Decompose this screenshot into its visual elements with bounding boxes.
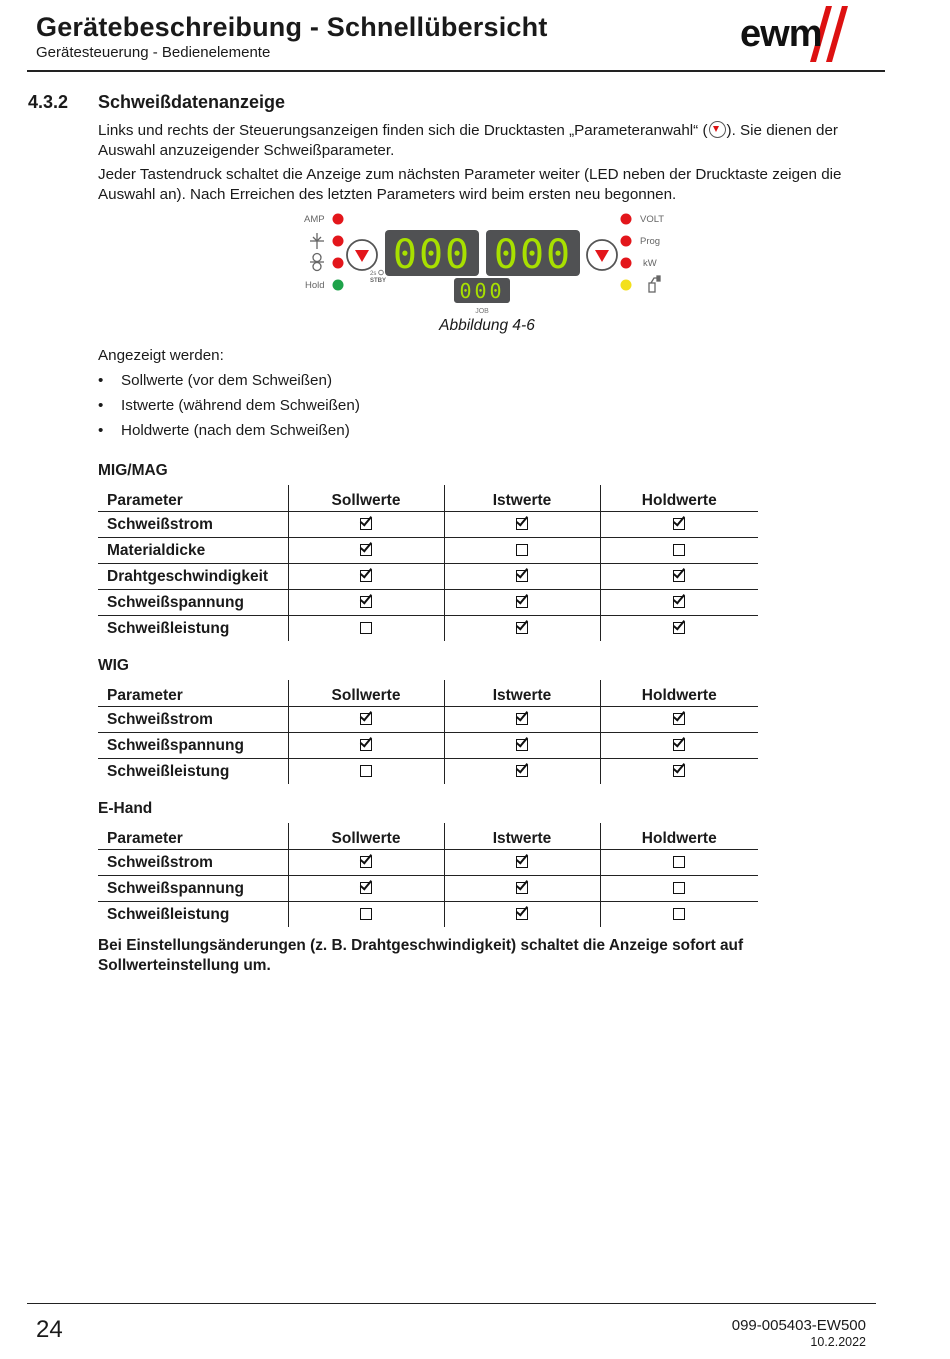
parameter-name: Materialdicke [98,538,288,564]
checkbox-cell [444,733,600,759]
parameter-name: Schweißspannung [98,590,288,616]
checkbox-cell [600,850,758,876]
table-row [98,512,758,538]
list-item: • Holdwerte (nach dem Schweißen) [98,422,350,439]
paragraph-intro-part1: Links und rechts der Steuerungsanzeigen finden sich die Drucktasten „Parameteranwahl“ ( [98,122,708,139]
column-header: Parameter [98,823,288,850]
figure-caption: Abbildung 4-6 [439,317,535,334]
right-display-value: 000 [493,232,573,278]
control-panel-figure [300,208,680,318]
parameter-name: Schweißspannung [98,876,288,902]
bullet-icon: • [98,397,104,414]
checkbox-cell [444,564,600,590]
parameter-table-e-hand [98,823,758,927]
checked-box-icon [673,765,685,777]
parameter-name: Schweißstrom [107,853,213,871]
checked-box-icon [360,713,372,725]
checked-box-icon [360,596,372,608]
list-item: • Istwerte (während dem Schweißen) [98,397,360,414]
torch-led [621,280,632,291]
parameter-name: Schweißspannung [98,733,288,759]
checked-box-icon [516,713,528,725]
parameter-name: Drahtgeschwindigkeit [98,564,288,590]
column-header: Holdwerte [600,485,758,512]
checkbox-cell [600,590,758,616]
volt-led [621,214,632,225]
column-header: Istwerte [444,680,600,707]
empty-box-icon [673,882,685,894]
checkbox-cell [600,564,758,590]
table-row [98,564,758,590]
checkbox-cell [288,538,444,564]
checkbox-cell [600,512,758,538]
column-header: Istwerte [444,485,600,512]
bullet-icon: • [98,422,104,439]
parameter-table-mig-mag [98,485,758,641]
checked-box-icon [673,622,685,634]
note-text: Bei Einstellungsänderungen (z. B. Drahtgeschwindigkeit) schaltet die Anzeige sofort auf Sollwerteinstellung um. [98,937,744,974]
checked-box-icon [360,518,372,530]
checkbox-cell [600,759,758,785]
amp-led [333,214,344,225]
page-title: Gerätebeschreibung - Schnellübersicht [36,12,548,42]
column-header: Sollwerte [288,485,444,512]
table-heading-mig-mag: MIG/MAG [98,462,168,479]
kw-led [621,258,632,269]
table-row [98,590,758,616]
parameter-name: Schweißleistung [98,902,288,928]
prog-label: Prog [640,236,661,247]
checked-box-icon [516,518,528,530]
checked-box-icon [673,713,685,725]
header-divider [27,70,885,72]
empty-box-icon [360,908,372,920]
checkbox-cell [444,616,600,642]
document-number: 099-005403-EW500 [731,1317,866,1334]
job-label: JOB [475,308,489,315]
page-subtitle: Gerätesteuerung - Bedienelemente [36,44,271,61]
checkbox-cell [288,512,444,538]
hold-label: Hold [305,280,325,291]
table-row [98,733,758,759]
checkbox-cell [444,902,600,928]
checked-box-icon [360,570,372,582]
checked-box-icon [360,739,372,751]
checked-box-icon [516,622,528,634]
checkbox-cell [600,876,758,902]
checkbox-cell [288,759,444,785]
logo-text: ewm [740,13,822,55]
empty-box-icon [673,908,685,920]
checkbox-cell [444,538,600,564]
shown-intro: Angezeigt werden: [98,347,224,364]
checkbox-cell [444,876,600,902]
parameter-name: Schweißstrom [107,515,213,533]
column-header: Parameter [98,485,288,512]
checkbox-cell [288,876,444,902]
paragraph-intro-part2: ). Sie dienen der Auswahl anzuzeigender Schweißparameter. [98,122,838,159]
paragraph-intro [98,121,858,161]
checked-box-icon [673,596,685,608]
wire-feed-icon [310,233,324,249]
section-number: 4.3.2 [28,92,69,112]
parameter-name: Schweißstrom [107,710,213,728]
job-display-value: 000 [459,279,505,303]
column-header: Sollwerte [288,680,444,707]
parameter-name: Schweißleistung [98,759,288,785]
checked-box-icon [516,765,528,777]
paragraph-description: Jeder Tastendruck schaltet die Anzeige zum nächsten Parameter weiter (LED neben der Drucktaste zeigen die Auswahl an). Nach Erreichen des letzten Parameters wird beim ersten neu begonnen. [98,166,842,203]
table-row [98,759,758,785]
table-row [98,876,758,902]
table-row [98,902,758,928]
left-display-value: 000 [392,232,472,278]
stby-icon [379,270,384,275]
empty-box-icon [360,765,372,777]
checked-box-icon [360,544,372,556]
checked-box-icon [673,739,685,751]
table-row [98,850,758,876]
checked-box-icon [516,908,528,920]
checked-box-icon [516,739,528,751]
table-heading-e-hand: E-Hand [98,800,153,817]
stby-label: STBY [370,278,387,284]
checkbox-cell [288,850,444,876]
empty-box-icon [673,544,685,556]
page-number: 24 [36,1316,63,1343]
amp-label: AMP [304,214,325,225]
checkbox-cell [288,616,444,642]
material-led [333,258,344,269]
checkbox-cell [600,616,758,642]
table-header-row [98,823,758,850]
table-heading-wig: WIG [98,657,129,674]
checkbox-cell [600,902,758,928]
ewm-logo [738,4,868,64]
list-item: • Sollwerte (vor dem Schweißen) [98,372,333,389]
document-date: 10.2.2022 [810,1335,866,1349]
checkbox-cell [444,707,600,733]
section-title: Schweißdatenanzeige [98,92,286,112]
checked-box-icon [516,596,528,608]
checked-box-icon [673,518,685,530]
column-header: Sollwerte [288,823,444,850]
checkbox-cell [444,850,600,876]
kw-label: kW [643,258,657,269]
hold-led [333,280,344,291]
checked-box-icon [673,570,685,582]
wire-feed-led [333,236,344,247]
checked-box-icon [360,882,372,894]
checkbox-cell [288,902,444,928]
checkbox-cell [288,590,444,616]
table-row [98,616,758,642]
table-row [98,707,758,733]
parameter-name: Schweißleistung [98,616,288,642]
checkbox-cell [444,512,600,538]
column-header: Istwerte [444,823,600,850]
checkbox-cell [288,564,444,590]
checked-box-icon [360,856,372,868]
checkbox-cell [288,707,444,733]
column-header: Holdwerte [600,680,758,707]
parameter-table-wig [98,680,758,784]
checkbox-cell [600,733,758,759]
table-header-row [98,485,758,512]
empty-box-icon [360,622,372,634]
column-header: Holdwerte [600,823,758,850]
checkbox-cell [444,590,600,616]
stby-2s-label: 2s [370,271,377,277]
volt-label: VOLT [640,214,665,225]
material-thickness-icon [310,254,324,271]
column-header: Parameter [98,680,288,707]
empty-box-icon [516,544,528,556]
footer-divider [27,1303,876,1304]
checkbox-cell [444,759,600,785]
prog-led [621,236,632,247]
torch-icon [649,276,660,292]
checked-box-icon [516,856,528,868]
checkbox-cell [288,733,444,759]
bullet-icon: • [98,372,104,389]
checked-box-icon [516,882,528,894]
checked-box-icon [516,570,528,582]
checkbox-cell [600,707,758,733]
checkbox-cell [600,538,758,564]
empty-box-icon [673,856,685,868]
table-row [98,538,758,564]
parameter-select-button-icon [709,121,726,138]
table-header-row [98,680,758,707]
